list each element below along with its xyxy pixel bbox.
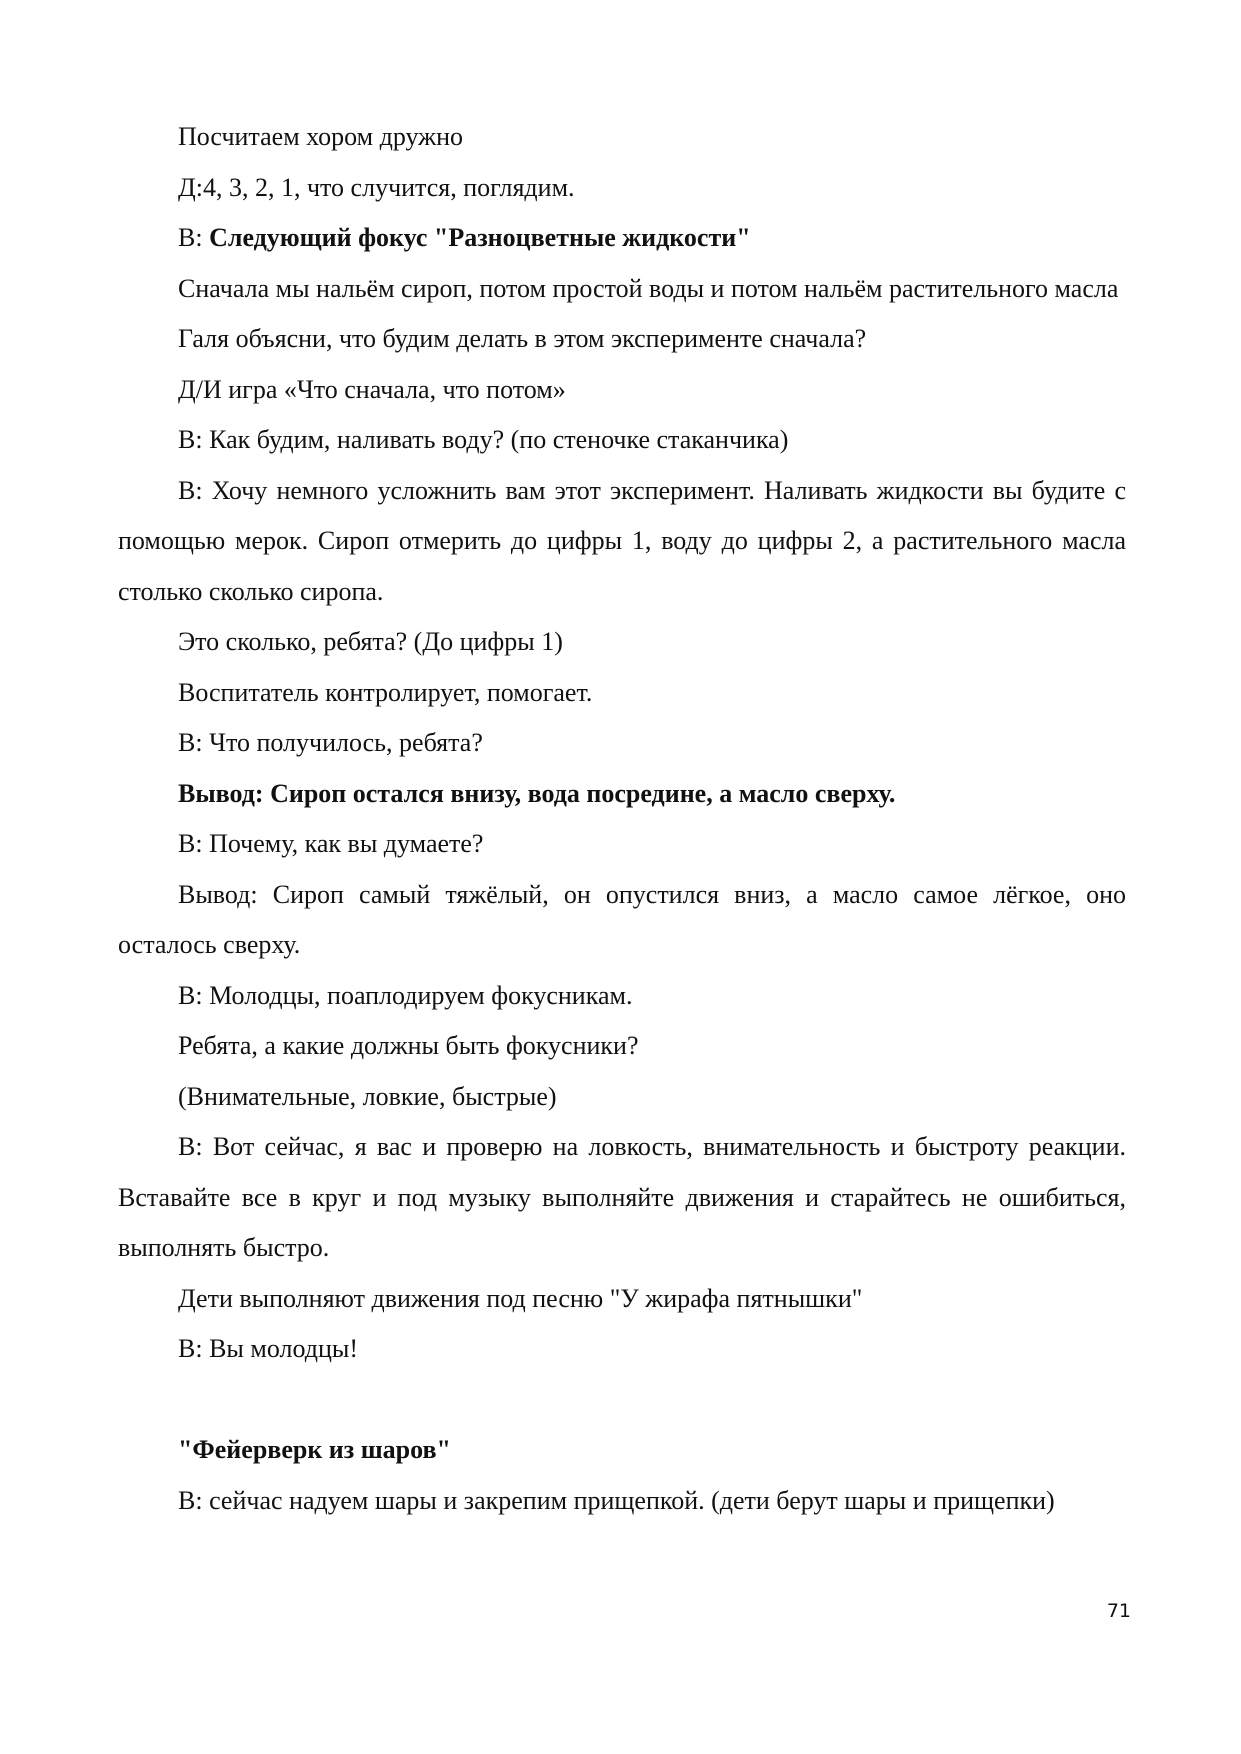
paragraph-text: Воспитатель контролирует, помогает.	[178, 677, 593, 707]
paragraph-text: В: Что получилось, ребята?	[178, 728, 483, 757]
paragraph-text: Ребята, а какие должны быть фокусники?	[178, 1031, 639, 1060]
paragraph	[118, 1476, 1126, 1527]
paragraph	[118, 264, 1126, 315]
paragraph	[118, 718, 1126, 769]
paragraph	[118, 112, 1126, 163]
paragraph	[118, 1122, 1126, 1274]
paragraph	[118, 163, 1126, 214]
conclusion-paragraph	[118, 769, 1126, 820]
paragraph	[118, 971, 1126, 1022]
paragraph-text: Д/И игра «Что сначала, что потом»	[178, 374, 566, 404]
paragraph-text: В: Как будим, наливать воду? (по стеночке стаканчика)	[178, 425, 789, 454]
paragraph	[118, 668, 1126, 719]
paragraph-text: В: сейчас надуем шары и закрепим прищепкой. (дети берут шары и прищепки)	[178, 1485, 1055, 1515]
paragraph-text: В: Почему, как вы думаете?	[178, 829, 484, 858]
paragraph-text: Д:4, 3, 2, 1, что случится, поглядим.	[178, 172, 575, 202]
paragraph	[118, 415, 1126, 466]
paragraph	[118, 617, 1126, 668]
paragraph-text-bold: Вывод: Сироп остался внизу, вода посредине, а масло сверху.	[178, 778, 896, 808]
paragraph-text: Это сколько, ребята? (До цифры 1)	[178, 627, 563, 656]
paragraph	[118, 466, 1126, 618]
paragraph-text: Посчитаем хором дружно	[178, 122, 464, 151]
paragraph-text: В: Вы молодцы!	[178, 1334, 358, 1363]
paragraph	[118, 314, 1126, 365]
page-number: 71	[1106, 1600, 1131, 1622]
paragraph	[118, 1072, 1126, 1123]
paragraph-text-bold: Следующий фокус "Разноцветные жидкости"	[209, 223, 751, 252]
paragraph-text: В: Вот сейчас, я вас и проверю на ловкость, внимательность и быстроту реакции. Вставайте все в круг и под музыку выполняйте движения и старайтесь не ошибиться, выполнять быстро.	[118, 1132, 1126, 1262]
paragraph-text: В: Молодцы, поаплодируем фокусникам.	[178, 980, 633, 1010]
section-heading	[118, 1425, 1126, 1476]
paragraph-prefix: В:	[178, 223, 210, 252]
paragraph	[118, 1324, 1126, 1375]
paragraph-text: (Внимательные, ловкие, быстрые)	[178, 1081, 557, 1111]
document-page	[118, 112, 1126, 1526]
blank-line	[118, 1375, 1126, 1426]
paragraph-text: Галя объясни, что будим делать в этом эксперименте сначала?	[178, 324, 867, 353]
paragraph	[118, 365, 1126, 416]
paragraph-text: Дети выполняют движения под песню "У жирафа пятнышки"	[178, 1283, 863, 1313]
paragraph-text: Сначала мы нальём сироп, потом простой воды и потом нальём растительного масла	[178, 273, 1119, 303]
paragraph	[118, 1021, 1126, 1072]
paragraph	[118, 819, 1126, 870]
paragraph	[118, 1274, 1126, 1325]
section-heading-text: "Фейерверк из шаров"	[178, 1435, 451, 1464]
paragraph-text: В: Хочу немного усложнить вам этот эксперимент. Наливать жидкости вы будите с помощью мерок. Сироп отмерить до цифры 1, воду до цифры 2, а растительного масла столько сколько сиропа.	[118, 475, 1126, 606]
paragraph-text: Вывод: Сироп самый тяжёлый, он опустился вниз, а масло самое лёгкое, оно осталось сверху.	[118, 879, 1126, 959]
paragraph	[118, 870, 1126, 971]
paragraph	[118, 213, 1126, 264]
